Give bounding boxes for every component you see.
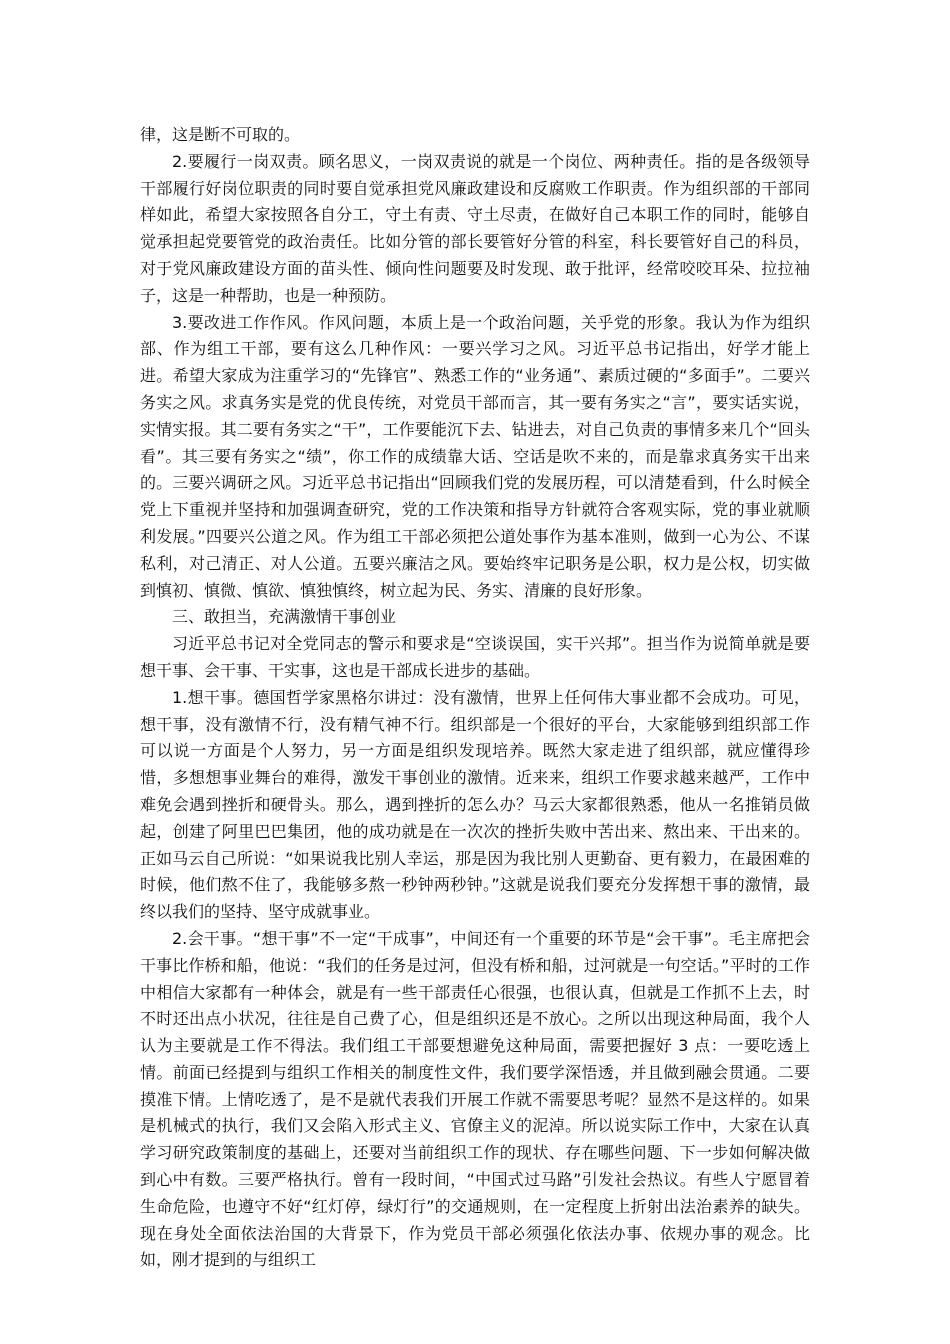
paragraph-continuation: 律，这是断不可取的。 xyxy=(140,125,301,144)
paragraph-want-to-work: 1.想干事。德国哲学家黑格尔讲过：没有激情，世界上任何伟大事业都不会成功。可见，想干事，没有激情不行，没有精气神不行。组织部是一个很好的平台，大家能够到组织部工作可以说一方面是个人努力，另一方面是组织发现培养。既然大家走进了组织部，就应懂得珍惜，多想想事业舞台的难得，激发干事创业的激情。近来来，组织工作要求越来越严，工作中难免会遇到挫折和硬骨头。那么，遇到挫折的怎么办？马云大家都很熟悉，他从一名推销员做起，创建了阿里巴巴集团，他的成功就是在一次次的挫折失败中苦出来、熬出来、干出来的。正如马云自己所说：“如果说我比别人幸运，那是因为我比别人更勤奋、更有毅力，在最困难的时候，他们熬不住了，我能够多熬一秒钟两秒钟。”这就是说我们要充分发挥想干事的激情，最终以我们的坚持、坚守成就事业。 xyxy=(140,687,810,922)
paragraph-one-post-two-duties: 2.要履行一岗双责。顾名思义，一岗双责说的就是一个岗位、两种责任。指的是各级领导干部履行好岗位职责的同时要自觉承担党风廉政建设和反腐败工作职责。作为组织部的干部同样如此，希望大家按照各自分工，守土有责、守土尽责，在做好自己本职工作的同时，能够自觉承担起党要管党的政治责任。比如分管的部长要管好分管的科室，科长要管好自己的科员，对于党风廉政建设方面的苗头性、倾向性问题要及时发现、敢于批评，经常咬咬耳朵、拉拉袖子，这是一种帮助，也是一种预防。 xyxy=(140,151,810,305)
paragraph-know-how-to-work: 2.会干事。“想干事”不一定“干成事”，中间还有一个重要的环节是“会干事”。毛主席把会干事比作桥和船，他说：“我们的任务是过河，但没有桥和船，过河就是一句空话。”平时的工作中相信大家都有一种体会，就是有一些干部责任心很强，也很认真，但就是工作抓不上去，时不时还出点小状况，往往是自己费了心，但是组织还是不放心。之所以出现这种局面，我个人认为主要就是工作不得法。我们组工干部要想避免这种局面，需要把握好 3 点：一要吃透上情。前面已经提到与组织工作相关的制度性文件，我们要学深悟透，并且做到融会贯通。二要摸准下情。上情吃透了，是不是就代表我们开展工作就不需要思考呢？显然不是这样的。如果是机械式的执行，我们又会陷入形式主义、官僚主义的泥淖。所以说实际工作中，大家在认真学习研究政策制度的基础上，还要对当前组织工作的现状、存在哪些问题、下一步如何解决做到心中有数。三要严格执行。曾有一段时间，“中国式过马路”引发社会热议。有些人宁愿冒着生命危险，也遵守不好“红灯停，绿灯行”的交通规则，在一定程度上折射出法治素养的缺失。现在身处全面依法治国的大背景下，作为党员干部必须强化依法办事、依规办事的观念。比如，刚才提到的与组织工 xyxy=(140,928,810,1270)
paragraph-section-intro: 习近平总书记对全党同志的警示和要求是“空谈误国，实干兴邦”。担当作为说简单就是要想干事、会干事、干实事，这也是干部成长进步的基础。 xyxy=(140,634,810,680)
document-page xyxy=(140,122,810,1274)
paragraph-improve-work-style: 3.要改进工作作风。作风问题，本质上是一个政治问题，关乎党的形象。我认为作为组织部、作为组工干部，要有这么几种作风：一要兴学习之风。习近平总书记指出，好学才能上进。希望大家成为注重学习的“先锋官”、熟悉工作的“业务通”、素质过硬的“多面手”。二要兴务实之风。求真务实是党的优良传统，对党员干部而言，其一要有务实之“言”，要实话实说，实情实报。其二要有务实之“干”，工作要能沉下去、钻进去，对自己负责的事情多来几个“回头看”。其三要有务实之“绩”，你工作的成绩靠大话、空话是吹不来的，而是靠求真务实干出来的。三要兴调研之风。习近平总书记指出“回顾我们党的发展历程，可以清楚看到，什么时候全党上下重视并坚持和加强调查研究，党的工作决策和指导方针就符合客观实际，党的事业就顺利发展。”四要兴公道之风。作为组工干部必须把公道处事作为基本准则，做到一心为公、不谋私利，对己清正、对人公道。五要兴廉洁之风。要始终牢记职务是公职，权力是公权，切实做到慎初、慎微、慎欲、慎独慎终，树立起为民、务实、清廉的良好形象。 xyxy=(140,312,810,600)
section-heading-take-responsibility: 三、敢担当，充满激情干事创业 xyxy=(172,607,397,627)
